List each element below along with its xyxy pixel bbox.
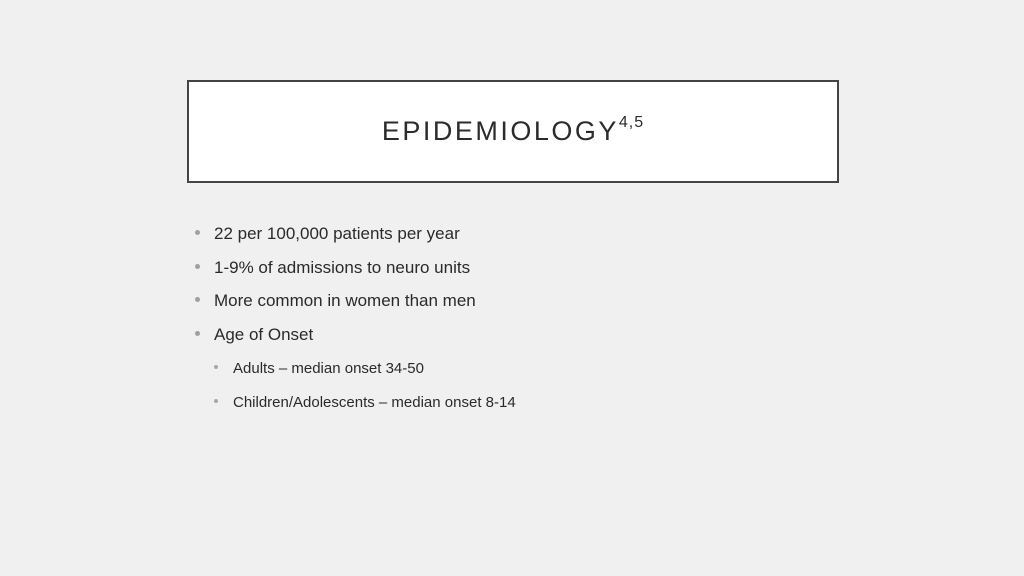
slide-title-text: EPIDEMIOLOGY xyxy=(381,116,619,146)
bullet-text: 1-9% of admissions to neuro units xyxy=(214,257,471,277)
bullet-dot-icon xyxy=(195,331,200,336)
bullet-text: Age of Onset xyxy=(214,324,314,344)
bullet-list xyxy=(195,224,835,426)
bullet-item xyxy=(195,258,835,292)
title-citation-superscript: 4,5 xyxy=(618,114,645,131)
bullet-dot-icon xyxy=(195,297,200,302)
bullet-dot-icon xyxy=(195,230,200,235)
title-box xyxy=(187,80,839,183)
sub-bullet-dot-icon xyxy=(214,399,218,403)
slide-title xyxy=(382,116,644,147)
bullet-text: More common in women than men xyxy=(214,291,476,310)
bullet-text: 22 per 100,000 patients per year xyxy=(214,224,460,243)
bullet-item xyxy=(195,224,835,258)
sub-bullet-dot-icon xyxy=(214,365,218,369)
bullet-item xyxy=(195,325,835,359)
sub-bullet-item xyxy=(195,394,835,426)
sub-bullet-item xyxy=(195,360,835,392)
bullet-dot-icon xyxy=(195,264,200,269)
sub-bullet-text: Children/Adolescents – median onset 8-14 xyxy=(233,394,516,411)
bullet-item xyxy=(195,291,835,325)
sub-bullet-text: Adults – median onset 34-50 xyxy=(233,360,424,377)
